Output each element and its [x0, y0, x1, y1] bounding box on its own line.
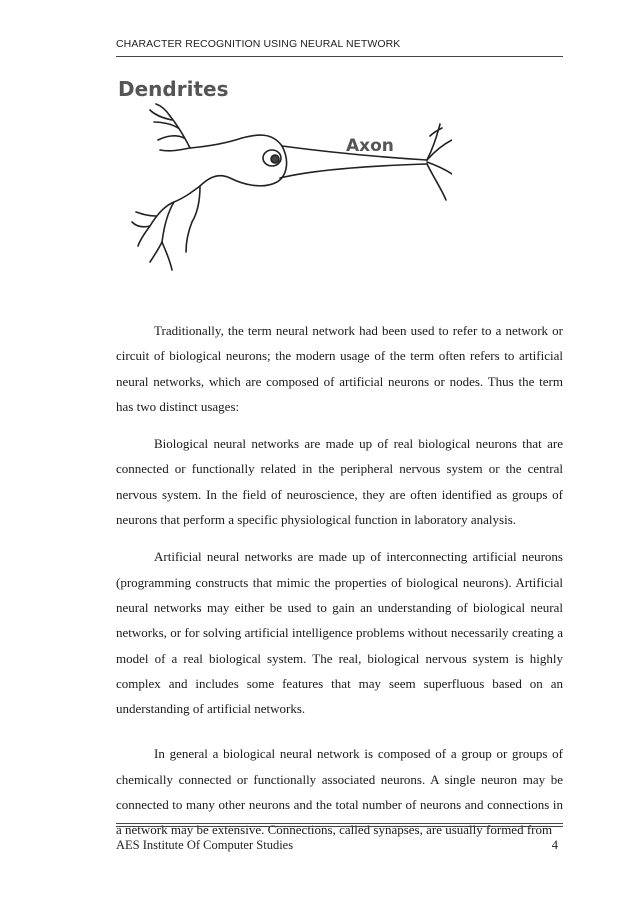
neuron-diagram — [112, 66, 452, 306]
neuron-figure — [112, 66, 452, 306]
footer-rule — [116, 823, 563, 824]
dendrites-label: Dendrites — [118, 77, 229, 101]
body-text — [116, 318, 563, 855]
axon-label: Axon — [346, 136, 394, 156]
paragraph-1: Traditionally, the term neural network had been used to refer to a network or circuit of biological neurons; the modern usage of the term often refers to artificial neural networks, which are composed of artificial neurons or nodes. Thus the term has two distinct usages: — [116, 323, 563, 414]
footer-rule-double — [116, 826, 563, 827]
header-rule — [116, 56, 563, 57]
paragraph-2: Biological neural networks are made up of real biological neurons that are connected or functionally related in the peripheral nervous system or the central nervous system. In the field of neuroscience, they are often identified as groups of neurons that perform a specific physiological function in laboratory analysis. — [116, 436, 563, 528]
footer-institute: AES Institute Of Computer Studies — [116, 838, 294, 852]
page-number: 4 — [551, 838, 558, 852]
paragraph-4: In general a biological neural network is composed of a group or groups of chemically connected or functionally associated neurons. A single neuron may be connected to many other neurons and the total number of neurons and connections in a network may be extensive. Connections, called synapses, are usually formed from — [116, 746, 563, 838]
paragraph-3: Artificial neural networks are made up of interconnecting artificial neurons (programming constructs that mimic the properties of biological neurons). Artificial neural networks may either be used to gain an understanding of biological neural networks, or for solving artificial intelligence problems without necessarily creating a model of a real biological system. The real, biological nervous system is highly complex and includes some features that may seem superfluous based on an understanding of artificial networks. — [116, 549, 563, 717]
running-header: CHARACTER RECOGNITION USING NEURAL NETWORK — [116, 38, 401, 50]
neuron-drawing — [132, 104, 452, 270]
